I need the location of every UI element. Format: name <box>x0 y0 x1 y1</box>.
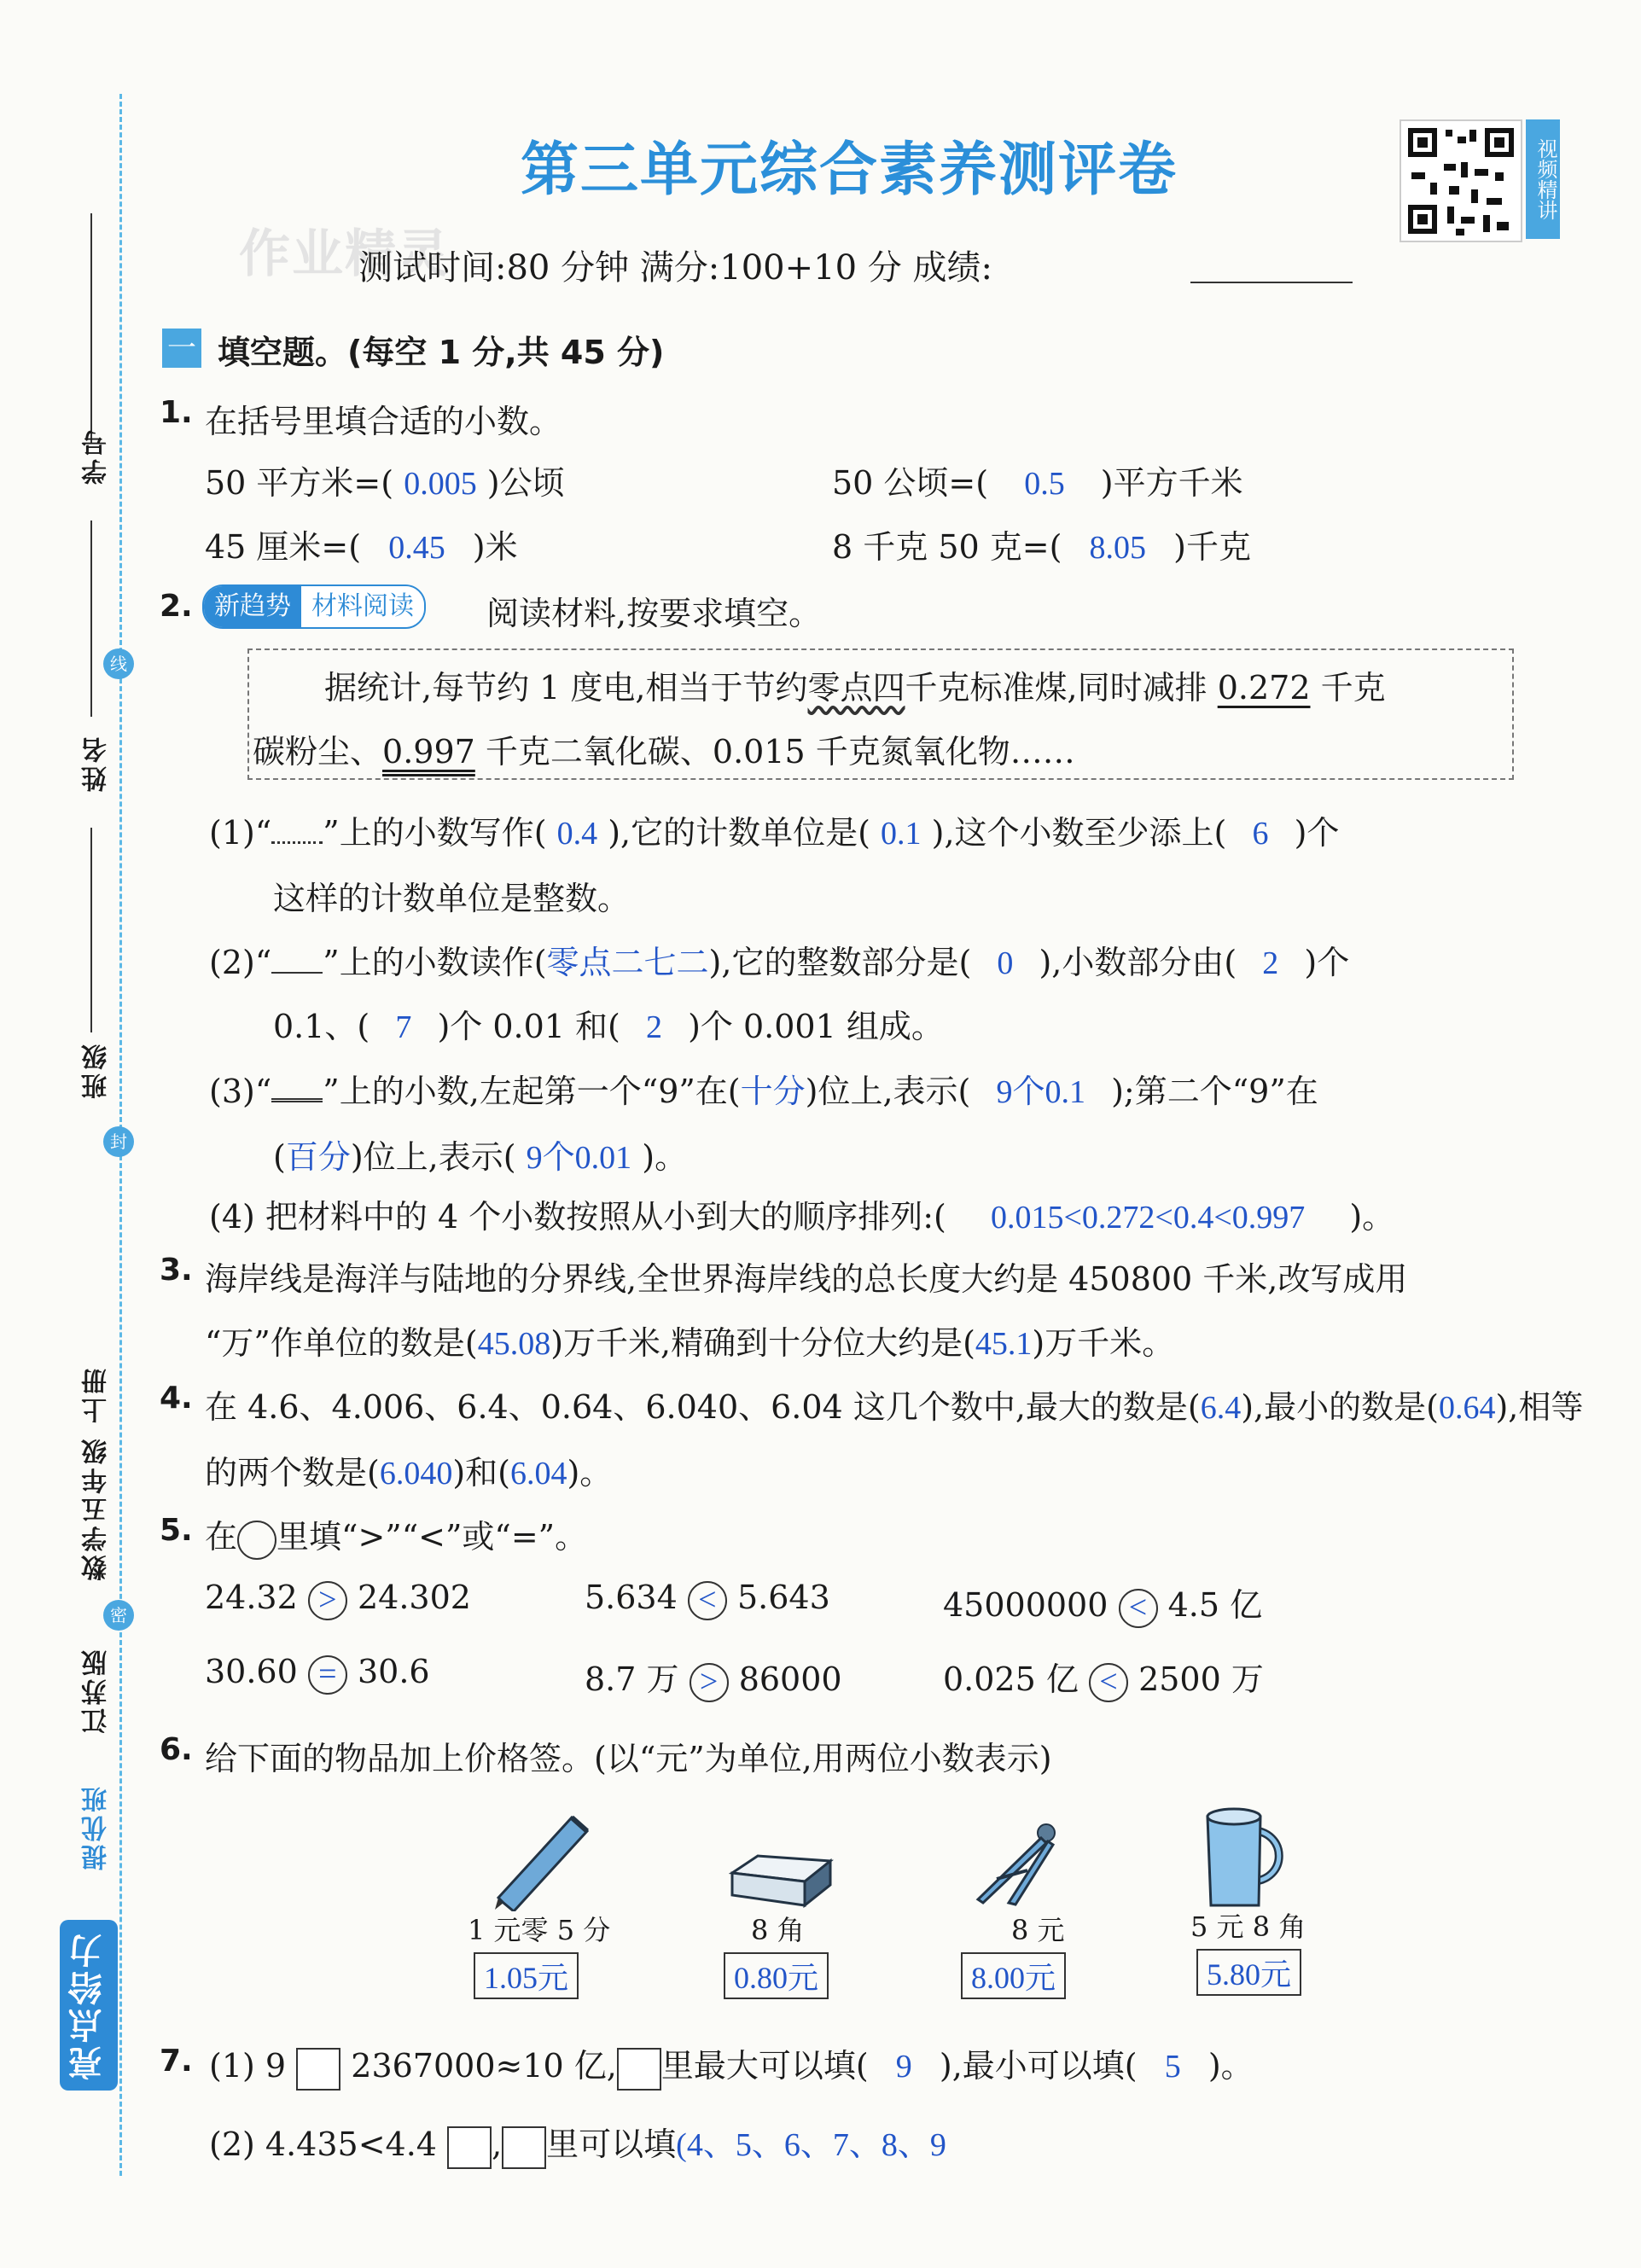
q7-s2-b: , <box>492 2126 503 2163</box>
q7-s2-ans[interactable]: (4、5、6、7、8、9 <box>676 2127 946 2163</box>
page-title: 第三单元综合素养测评卷 <box>521 137 1178 204</box>
q1-c-post: )米 <box>472 528 518 566</box>
q4-ans4[interactable]: 6.04 <box>509 1456 567 1492</box>
q1-b-pre: 50 公顷=( <box>832 464 989 502</box>
q5-a: 在 <box>205 1518 238 1556</box>
book-label: 数学五年级 上册 <box>82 1365 112 1581</box>
eraser-icon <box>724 1847 835 1911</box>
q6-item-0-price: 1.05元 <box>484 1961 569 1995</box>
material-2b: 0.997 <box>382 733 475 771</box>
q2-number: 2. <box>160 589 193 624</box>
q2-s1-line2: 这样的计数单位是整数。 <box>273 880 631 917</box>
q5-item-0-left: 24.32 <box>205 1579 298 1616</box>
digit-box-ref <box>617 2048 661 2091</box>
compass-icon <box>971 1817 1065 1911</box>
q7-number: 7. <box>160 2044 193 2079</box>
q2-s1-ans2[interactable]: 0.1 <box>881 816 922 852</box>
qr-code[interactable] <box>1400 119 1522 242</box>
section-title-text: 填空题。(每空 1 分,共 45 分) <box>218 334 665 371</box>
q1-b-answer[interactable]: 0.5 <box>1024 466 1065 502</box>
xuehao-label: 学号 <box>82 427 112 485</box>
banji-line <box>90 828 92 1032</box>
q6-item-3-price: 5.80元 <box>1207 1957 1292 1992</box>
q5-item-5-op[interactable]: < <box>1089 1663 1128 1702</box>
q6-item-0-label: 1 元零 5 分 <box>468 1914 611 1946</box>
q4-ans2[interactable]: 0.64 <box>1438 1390 1496 1426</box>
q6-stem: 给下面的物品加上价格签。(以“元”为单位,用两位小数表示) <box>205 1740 1052 1777</box>
q5-item-1 <box>585 1579 830 1620</box>
q5-item-0-op[interactable]: > <box>308 1581 347 1620</box>
banji-label: 班级 <box>82 1041 112 1099</box>
material-line-1 <box>324 661 1386 708</box>
q1-c <box>205 520 518 567</box>
q3-ans1[interactable]: 45.08 <box>477 1326 551 1362</box>
section-title <box>218 326 664 373</box>
q1-stem: 在括号里填合适的小数。 <box>205 403 562 440</box>
material-1d: 0.272 <box>1217 669 1311 707</box>
xuehao-line <box>90 213 92 444</box>
q5-item-2-op[interactable]: < <box>1119 1589 1158 1628</box>
q4-a: 在 4.6、4.006、6.4、0.64、6.040、6.04 这几个数中,最大的数是( <box>205 1388 1201 1426</box>
q2-s2-h: )个 0.001 组成。 <box>688 1008 944 1045</box>
q2-s1-d: ),这个小数至少添上( <box>931 814 1227 852</box>
q3-line2 <box>205 1317 1174 1364</box>
material-2c: 千克二氧化碳、0.015 千克氮氧化物…… <box>485 733 1075 771</box>
material-2a: 碳粉尘、 <box>253 733 383 771</box>
q3-number: 3. <box>160 1253 193 1288</box>
q6-item-2-label: 8 元 <box>1011 1914 1065 1946</box>
q5-stem <box>205 1510 587 1560</box>
q5-b: 里填“>”“<”或“=”。 <box>276 1518 588 1556</box>
q3-a: “万”作单位的数是( <box>205 1324 478 1362</box>
q1-c-pre: 45 厘米=( <box>205 528 362 566</box>
q2-s4-ans[interactable]: 0.015<0.272<0.4<0.997 <box>990 1200 1306 1236</box>
material-1e: 千克 <box>1320 669 1386 707</box>
q2-s3-a: (3)“ <box>209 1073 272 1110</box>
q5-item-1-left: 5.634 <box>585 1579 678 1616</box>
q2-s4-a: (4) 把材料中的 4 个小数按照从小到大的顺序排列:( <box>209 1198 946 1236</box>
q1-b-post: )平方千米 <box>1100 464 1243 502</box>
dot-feng: 封 <box>103 1126 134 1157</box>
q1-a-pre: 50 平方米=( <box>205 464 394 502</box>
q2-s2-mark-line <box>271 972 323 974</box>
material-1c: 千克标准煤,同时减排 <box>905 669 1207 707</box>
q4-ans1[interactable]: 6.4 <box>1200 1390 1242 1426</box>
q5-item-3-right: 30.6 <box>357 1653 430 1690</box>
q2-s3-c: )位上,表示( <box>805 1073 971 1110</box>
watermark: 作业精灵 <box>239 224 451 284</box>
q2-stem: 阅读材料,按要求填空。 <box>486 595 822 632</box>
q4-line1 <box>205 1381 1583 1428</box>
q2-s1-a: (1)“ <box>209 814 272 852</box>
q7-s2 <box>209 2118 946 2169</box>
dot-xian: 线 <box>103 648 134 679</box>
material-1a: 据统计,每节约 1 度电,相当于节约 <box>324 669 808 707</box>
q2-s2 <box>209 936 1349 983</box>
q2-s1-c: ),它的计数单位是( <box>608 814 870 852</box>
digit-box-2[interactable] <box>447 2126 492 2169</box>
q2-s3-ans4[interactable]: 9个0.01 <box>526 1140 632 1176</box>
q2-s4-b: )。 <box>1349 1198 1395 1236</box>
q7-s1-d: ),最小可以填( <box>939 2047 1138 2085</box>
cup-icon <box>1199 1805 1293 1911</box>
q2-s3-mark-double <box>271 1098 323 1102</box>
material-line-2 <box>253 725 1075 772</box>
brand-logo: 亮点给力 <box>60 1920 118 2091</box>
q2-s3-g: )。 <box>642 1138 688 1176</box>
q1-a <box>205 457 565 503</box>
q3-c: )万千米。 <box>1032 1324 1175 1362</box>
section-badge: 一 <box>162 329 201 368</box>
q2-s2-ans3[interactable]: 2 <box>1262 945 1279 981</box>
q1-d-answer[interactable]: 8.05 <box>1089 530 1147 566</box>
q4-f: )。 <box>567 1454 613 1492</box>
pencil-icon <box>486 1809 597 1911</box>
q3-line1: 海岸线是海洋与陆地的分界线,全世界海岸线的总长度大约是 450800 千米,改写成用 <box>205 1260 1408 1298</box>
q2-badge <box>202 584 426 629</box>
q5-item-3-op[interactable]: = <box>308 1655 347 1695</box>
q7-s1-ans1[interactable]: 9 <box>895 2049 912 2085</box>
q5-item-5-right: 2500 万 <box>1138 1660 1264 1698</box>
q7-s1-e: )。 <box>1207 2047 1254 2085</box>
q2-s2-ans1[interactable]: 零点二七二 <box>546 945 709 981</box>
q5-item-3-left: 30.60 <box>205 1653 298 1690</box>
material-1b: 零点四 <box>807 669 905 707</box>
dot-mi: 密 <box>103 1600 134 1631</box>
q5-item-0-right: 24.302 <box>357 1579 471 1616</box>
q1-d <box>832 520 1251 567</box>
xingming-line <box>90 520 92 717</box>
q4-e: )和( <box>452 1454 510 1492</box>
q5-item-0 <box>205 1579 471 1620</box>
q2-s3-line2 <box>273 1131 687 1178</box>
edition-label: 江苏版 <box>82 1647 112 1734</box>
q5-item-4-left: 8.7 万 <box>585 1660 679 1698</box>
q5-item-2 <box>943 1579 1262 1628</box>
q4-c: ),相等 <box>1495 1388 1584 1426</box>
q2-s1-mark-wavy <box>271 841 323 844</box>
q5-item-4-right: 86000 <box>738 1660 842 1698</box>
q6-item-3-tag[interactable] <box>1196 1949 1301 1996</box>
q3-b: )万千米,精确到十分位大约是( <box>550 1324 975 1362</box>
q2-s3-f: )位上,表示( <box>350 1138 516 1176</box>
score-field[interactable] <box>1190 282 1353 283</box>
q5-item-1-op[interactable]: < <box>688 1581 727 1620</box>
q2-s2-e: )个 <box>1304 944 1350 981</box>
q6-item-1-label: 8 角 <box>751 1914 805 1946</box>
q4-b: ),最小的数是( <box>1241 1388 1439 1426</box>
q1-d-post: )千克 <box>1173 528 1251 566</box>
q2-s2-g: )个 0.01 和( <box>437 1008 620 1045</box>
q2-badge-new: 新趋势 <box>204 586 301 627</box>
q2-s3-ans1[interactable]: 十分 <box>740 1074 806 1110</box>
q2-s2-a: (2)“ <box>209 944 272 981</box>
q4-ans3[interactable]: 6.040 <box>379 1456 453 1492</box>
test-meta: 测试时间:80 分钟 满分:100+10 分 成绩: <box>358 248 992 288</box>
q1-b <box>832 457 1243 503</box>
q6-item-1-tag[interactable] <box>724 1952 829 1999</box>
q2-s1-ans1[interactable]: 0.4 <box>556 816 598 852</box>
q3-ans2[interactable]: 45.1 <box>975 1326 1033 1362</box>
q2-s1-e: )个 <box>1294 814 1340 852</box>
q2-s3-d: );第二个“9”在 <box>1111 1073 1318 1110</box>
q2-s2-ans2[interactable]: 0 <box>997 945 1014 981</box>
q1-a-post: )公顷 <box>486 464 565 502</box>
q7-s1-ans2[interactable]: 5 <box>1164 2049 1181 2085</box>
q6-item-3-label: 5 元 8 角 <box>1190 1910 1306 1943</box>
q2-s3-b: ”上的小数,左起第一个“9”在( <box>323 1073 741 1110</box>
q2-s2-c: ),它的整数部分是( <box>708 944 972 981</box>
q4-number: 4. <box>160 1381 193 1416</box>
q5-item-2-right: 4.5 亿 <box>1167 1586 1263 1624</box>
qr-label: 视频精讲 <box>1526 119 1560 239</box>
q2-s4 <box>209 1190 1394 1237</box>
q6-number: 6. <box>160 1732 193 1767</box>
q2-s3-e: ( <box>273 1138 286 1176</box>
q2-s1-ans3[interactable]: 6 <box>1252 816 1269 852</box>
q2-s2-ans5[interactable]: 2 <box>645 1009 662 1045</box>
q7-s1-b: 2367000≈10 亿, <box>351 2047 617 2085</box>
q2-s3-ans2[interactable]: 9个0.1 <box>996 1074 1085 1110</box>
q6-item-2-price: 8.00元 <box>971 1961 1056 1995</box>
series-label: 提优班 <box>82 1783 112 1870</box>
xingming-label: 姓名 <box>82 734 112 792</box>
q1-number: 1. <box>160 395 193 430</box>
q5-item-4-op[interactable]: > <box>690 1663 729 1702</box>
q7-s1-a: (1) 9 <box>209 2047 287 2085</box>
digit-box-2-ref <box>502 2126 546 2169</box>
q2-s2-ans4[interactable]: 7 <box>395 1009 412 1045</box>
q5-item-3 <box>205 1653 430 1695</box>
q7-s2-a: (2) 4.435<4.4 <box>209 2126 437 2163</box>
q4-line2 <box>205 1446 612 1493</box>
q6-item-2-tag[interactable] <box>961 1952 1066 1999</box>
q5-item-2-left: 45000000 <box>943 1586 1109 1624</box>
q2-s3-ans3[interactable]: 百分 <box>285 1140 351 1176</box>
q1-d-pre: 8 千克 50 克=( <box>832 528 1062 566</box>
q2-s1-b: ”上的小数写作( <box>323 814 547 852</box>
q2-s1 <box>209 806 1339 853</box>
q5-item-1-right: 5.643 <box>736 1579 830 1616</box>
q5-number: 5. <box>160 1513 193 1548</box>
circle-icon <box>237 1521 276 1560</box>
q4-d: 的两个数是( <box>205 1454 380 1492</box>
q2-s2-d: ),小数部分由( <box>1039 944 1237 981</box>
q7-s1 <box>209 2039 1254 2091</box>
q6-item-1-price: 0.80元 <box>734 1961 819 1995</box>
q2-s3 <box>209 1065 1318 1112</box>
q1-a-answer[interactable]: 0.005 <box>404 466 477 502</box>
q5-item-5-left: 0.025 亿 <box>943 1660 1079 1698</box>
q2-s2-f: 0.1、( <box>273 1008 370 1045</box>
q2-s2-line2 <box>273 1000 944 1047</box>
q7-s1-c: 里最大可以填( <box>660 2047 869 2085</box>
qr-pattern-icon <box>1401 121 1521 241</box>
q1-c-answer[interactable]: 0.45 <box>388 530 445 566</box>
q5-item-5 <box>943 1653 1264 1702</box>
q5-item-4 <box>585 1653 842 1702</box>
q2-badge-material: 材料阅读 <box>301 586 424 627</box>
q7-s2-c: 里可以填 <box>546 2126 677 2163</box>
digit-box[interactable] <box>296 2048 340 2091</box>
q6-item-0-tag[interactable] <box>474 1952 579 1999</box>
q2-s2-b: ”上的小数读作( <box>323 944 547 981</box>
